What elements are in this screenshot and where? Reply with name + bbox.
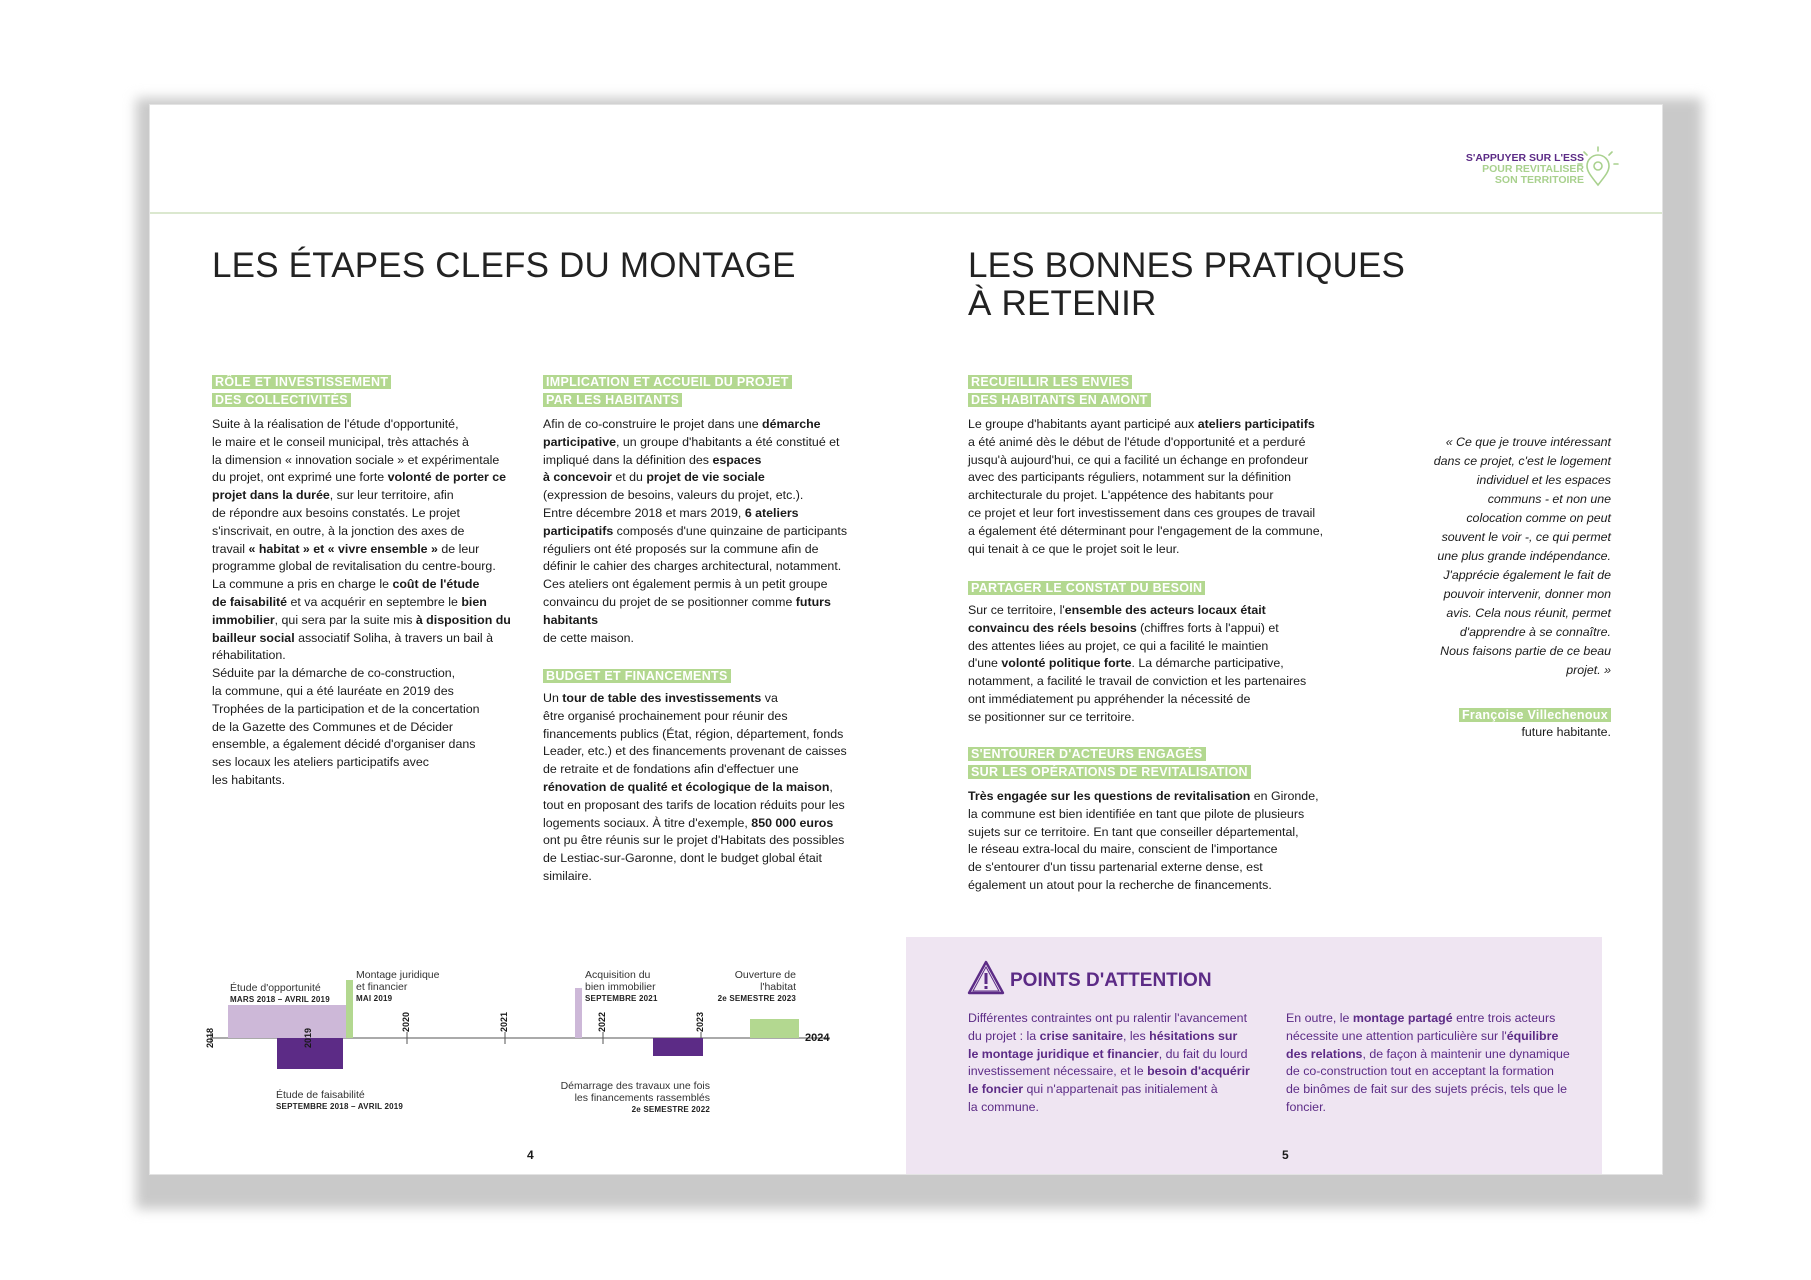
text-implication-habitants: Afin de co-construire le projet dans une démarche participative, un groupe d'habitants a été constitué et impliqué dans la définition des espaces à concevoir et du projet de vie sociale (expression de besoins, valeurs du projet, etc.). Entre décembre 2018 et mars 2019, 6 ateliers participatifs composés d'une quinzaine de participants réguliers ont été proposés sur la commune afin de définir le cahier des charges architectural, notamment. Ces ateliers ont également permis à un petit groupe convaincu du projet de se positionner comme futurs habitants de cette maison.	[543, 417, 848, 645]
header-divider	[150, 212, 1662, 214]
text-budget-financements: Un tour de table des investissements va être organisé prochainement pour réunir des financements publics (État, région, département, fonds Leader, etc.) et des financements provenant de caisses de retraite et de fondations afin d'effectuer une rénovation de qualité et écologique de la maison, tout en proposant des tarifs de location réduits pour les logements sociaux. À titre d'exemple, 850 000 euros ont pu être réunis sur le projet d'Habitats des possibles de Lestiac-sur-Garonne, dont le budget global était similaire.	[543, 691, 847, 883]
right-page-title: LES BONNES PRATIQUES À RETENIR	[968, 246, 1406, 323]
year-label: 2023	[695, 1011, 705, 1032]
timeline-event: Étude d'opportunité MARS 2018 – AVRIL 2019	[230, 982, 330, 1004]
tag-line: DES COLLECTIVITÉS	[212, 393, 351, 407]
attention-text-left: Différentes contraintes ont pu ralentir l'avancement du projet : la crise sanitaire, les hésitations sur le montage juridique et financier, du fait du lourd investissement nécessaire, et le besoin d'acquérir le foncier qui n'appartenait pas initialement à la commune.	[968, 1011, 1250, 1114]
bar-demarrage-travaux	[653, 1038, 703, 1056]
tag-line: RÔLE ET INVESTISSEMENT	[212, 375, 391, 389]
tag-line: IMPLICATION ET ACCUEIL DU PROJET	[543, 375, 792, 389]
section-tag-recueillir	[968, 373, 1268, 409]
testimonial-quote: « Ce que je trouve intéressant dans ce projet, c'est le logement individuel et les espaces communs - et non une colocation comme on peut souvent le voir -, ce qui permet une plus grande indépendance. J'apprécie également le fait de pouvoir intervenir, donner mon avis. Cela nous réunit, permet d'apprendre à se connaître. Nous faisons partie de ce beau projet. »	[1433, 435, 1611, 677]
bar-ouverture	[750, 1019, 799, 1038]
quote-author: Françoise Villechenoux	[1440, 706, 1611, 724]
tag-line: BUDGET ET FINANCEMENTS	[543, 669, 731, 683]
tag-line: DES HABITANTS EN AMONT	[968, 393, 1151, 407]
text-recueillir-envies: Le groupe d'habitants ayant participé aux ateliers participatifs a été animé dès le début de l'étude d'opportunité et a perduré jusqu'à aujourd'hui, ce qui a facilité un échange en profondeur avec des participants réguliers, notamment sur la définition architecturale du projet. L'appétence des habitants pour ce projet et leur fort investissement dans ces groupes de travail a également été déterminant pour l'engagement de la commune, qui tenait à ce que le projet soit le leur.	[968, 417, 1324, 556]
text-role-collectivites: Suite à la réalisation de l'étude d'opportunité, le maire et le conseil municipal, très attachés à la dimension « innovation sociale » et expérimentale du projet, ont exprimé une forte volonté de porter ce projet dans la durée, sur leur territoire, afin de répondre aux besoins constatés. Le projet s'inscrivait, en outre, à la jonction des axes de travail « habitat » et « vivre ensemble » de leur programme global de revitalisation du centre-bourg. La commune a pris en charge le coût de l'étude de faisabilité et va acquérir en septembre le bien immobilier, qui sera par la suite mis à disposition du bailleur social associatif Soliha, à travers un bail à réhabilitation. Séduite par la démarche de co-construction, la commune, qui a été lauréate en 2019 des Trophées de la participation et de la concertation de la Gazette des Communes et de Décider ensemble, a également décidé d'organiser dans ses locaux les ateliers participatifs avec les habitants.	[212, 417, 511, 787]
year-label: 2021	[499, 1011, 509, 1032]
left-page-title: LES ÉTAPES CLEFS DU MONTAGE	[212, 246, 796, 285]
attention-title: POINTS D'ATTENTION	[1010, 970, 1212, 991]
year-label: 2022	[597, 1011, 607, 1032]
year-label: 2020	[401, 1011, 411, 1032]
logo-line-2: POUR REVITALISER	[1482, 163, 1584, 175]
section-tag-implication	[543, 373, 843, 409]
tag-line: S'ENTOURER D'ACTEURS ENGAGÉS	[968, 747, 1206, 761]
timeline-event: Étude de faisabilité SEPTEMBRE 2018 – AVRIL 2019	[276, 1089, 404, 1111]
timeline-event: Démarrage des travaux une fois les financements rassemblés 2e SEMESTRE 2022	[560, 1080, 710, 1114]
section-tag-budget	[543, 667, 843, 685]
timeline-event: Montage juridique et financier MAI 2019	[356, 969, 440, 1003]
year-label: 2019	[303, 1027, 313, 1048]
bar-montage-juridique	[346, 980, 353, 1038]
text-entourer-acteurs: Très engagée sur les questions de revitalisation en Gironde, la commune est bien identifiée en tant que pilote de plusieurs sujets sur ce territoire. En tant que conseiller départemental, le réseau extra-local du maire, conscient de l'importance de s'entourer d'un tissu partenarial externe dense, est également un atout pour la recherche de financements.	[968, 789, 1319, 892]
publication-logo	[1466, 153, 1584, 186]
tag-line: PARTAGER LE CONSTAT DU BESOIN	[968, 581, 1205, 595]
attention-text-right: En outre, le montage partagé entre trois acteurs nécessite une attention particulière sur l'équilibre des relations, de façon à maintenir une dynamique de co-construction tout en acceptant la formation de binômes de fait sur des sujets précis, tels que le foncier.	[1286, 1011, 1570, 1114]
tag-line: PAR LES HABITANTS	[543, 393, 682, 407]
warning-triangle-icon	[966, 959, 1006, 997]
page-number-right: 5	[1282, 1148, 1289, 1162]
tag-line: RECUEILLIR LES ENVIES	[968, 375, 1132, 389]
timeline-event: Ouverture de l'habitat 2e SEMESTRE 2023	[717, 969, 796, 1003]
section-tag-partager	[968, 579, 1268, 597]
quote-author-role: future habitante.	[1521, 725, 1611, 739]
logo-line-1: S'APPUYER SUR L'ESS	[1465, 152, 1584, 164]
timeline-event: Acquisition du bien immobilier SEPTEMBRE 2021	[585, 969, 658, 1003]
page-number-left: 4	[527, 1148, 534, 1162]
year-label: 2018	[205, 1027, 215, 1048]
attention-box	[906, 937, 1602, 1174]
section-tag-entourer	[968, 745, 1268, 781]
bar-etude-opportunite	[228, 1005, 346, 1038]
section-tag-role	[212, 373, 512, 409]
logo-line-3: SON TERRITOIRE	[1494, 174, 1584, 186]
brochure-spread	[149, 104, 1663, 1175]
year-label: 2024	[805, 1032, 830, 1044]
bar-acquisition	[575, 988, 582, 1038]
tag-line: SUR LES OPÉRATIONS DE REVITALISATION	[968, 765, 1251, 779]
text-partager-constat: Sur ce territoire, l'ensemble des acteurs locaux était convaincu des réels besoins (chiffres forts à l'appui) et des attentes liées au projet, ce qui a facilité le maintien d'une volonté politique forte. La démarche participative, notamment, a facilité le travail de conviction et les partenaires ont immédiatement pu appréhender la nécessité de se positionner sur ce territoire.	[968, 603, 1307, 724]
